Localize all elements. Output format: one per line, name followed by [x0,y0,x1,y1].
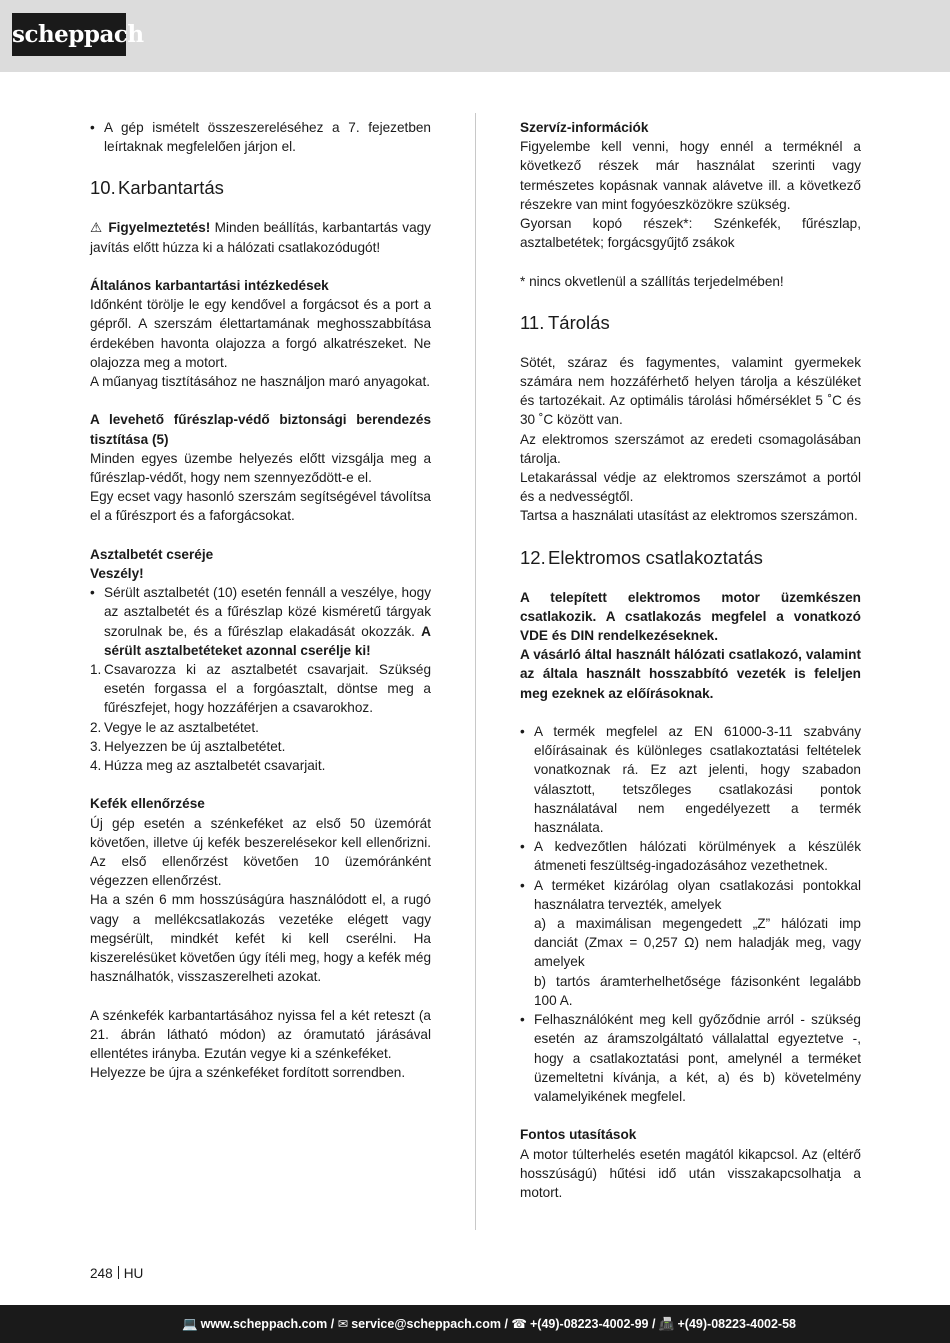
list-item: • Felhasználóként meg kell győződnie arról - szükség esetén az áramszolgáltató vállalattal egyeztetve -, hogy a csatlakoztatási pont, amelynél a terméket üzemeltetni kívánja, a két, a) és b) követelmény valamelyikének megfelel. [520,1012,861,1104]
paragraph: Időnként törölje le egy kendővel a forgácsot és a port a gépről. A szerszám élettartamának meghosszabbítása érdekében havonta olajozza a forgó alkatrészeket. Ne olajozza meg a motort. [90,297,431,370]
right-column [520,118,861,1202]
step-item: 4. Húzza meg az asztalbetét csavarjait. [90,758,326,774]
fax-icon: 📠 [658,1317,675,1331]
section-heading: 12. Elektromos csatlakoztatás [520,546,763,568]
bold-paragraph: A vásárló által használt hálózati csatlakozó, valamint az általa használt hosszabbító vezeték is feleljen meg ezeknek az előírásoknak. [520,647,861,701]
list-item: • A terméket kizárólag olyan csatlakozási pontokkal használatra tervezték, amelyek [520,877,861,912]
footer-fax: +(49)-08223-4002-58 [677,1317,796,1331]
footer-email: service@scheppach.com / [351,1317,508,1331]
paragraph: A műanyag tisztításához ne használjon maró anyagokat. [90,374,431,390]
column-divider [475,113,476,1230]
left-column [90,118,431,1082]
list-item: • Sérült asztalbetét (10) esetén fennáll a veszélye, hogy az asztalbetét és a fűrészlap közé kisméretű tárgyak szorulnak be, és a fűrészlap elakadását okozzák. A sérült asztalbetéteket azonnal cserélje ki! [90,585,431,658]
paragraph: A szénkefék karbantartásához nyissa fel a két reteszt (a 21. ábrán látható módon) az óramutató járásával ellentétes irányba. Ezután vegye ki a szénkeféket. [90,1007,431,1062]
subheading: Általános karbantartási intézkedések [90,278,329,293]
header-bar [0,0,950,72]
step-item: 2. Vegye le az asztalbetétet. [90,719,259,735]
phone-icon: ☎ [511,1317,527,1331]
list-item: • A termék megfelel az EN 61000-3-11 szabvány előírásainak és különleges csatlakoztatási feltételek vonatkoznak rá. Ez azt jelenti, hogy szabadon választott, tetszőleges csatlakozási pontok használatával nem engedélyezett a termék használata. [520,724,861,836]
step-item: 3. Helyezzen be új asztalbetétet. [90,738,286,754]
brand-logo: scheppach [12,13,126,56]
footer-bar [0,1305,950,1343]
section-heading: 10. Karbantartás [90,177,224,199]
paragraph: Ha a szén 6 mm hosszúságúra használódott el, a rugó vagy a mellékcsatlakozás vezetéke elégett vagy megsérült, mindkét kefét ki kell cserélni. Ha kiszerelésüket követően úgy ítéli meg, hogy a kefék még használhatók, visszaszerelheti azokat. [90,892,431,985]
paragraph: Tartsa a használati utasítást az elektromos szerszámon. [520,508,858,524]
subheading: A levehető fűrészlap-védő biztonsági berendezés tisztítása (5) [90,412,431,447]
footer-web: www.scheppach.com / [200,1317,335,1331]
warning-paragraph: ⚠ Figyelmeztetés! Minden beállítás, karbantartás vagy javítás előtt húzza ki a hálózati csatlakozódugót! [90,220,431,255]
list-subitem: a) a maximálisan megengedett „Z” hálózati imp danciát (Zmax = 0,257 Ω) nem haladják meg, vagy amelyek [534,916,861,970]
list-item: • A kedvezőtlen hálózati körülmények a készülék átmeneti feszültség-ingadozásához vezethetnek. [520,839,861,874]
list-subitem: b) tartós áramterhelhetősége fázisonként legalább 100 A. [534,973,861,1008]
paragraph: Letakarással védje az elektromos szerszámot a portól és a nedvességtől. [520,470,861,505]
computer-icon: 💻 [182,1317,198,1331]
bold-paragraph: A telepített elektromos motor üzemkészen csatlakozik. A csatlakozás megfelel a vonatkozó VDE és DIN rendelkezéseknek. [520,589,861,644]
paragraph: Helyezze be újra a szénkeféket fordított sorrendben. [90,1065,406,1081]
danger-label: Veszély! [90,566,144,582]
subheading: Kefék ellenőrzése [90,796,205,812]
paragraph: Minden egyes üzembe helyezés előtt vizsgálja meg a fűrészlap-védőt, hogy nem szennyeződött-e el. [90,450,431,486]
mail-icon: ✉ [337,1317,349,1331]
section-heading: 11. Tárolás [520,311,610,333]
subheading: Szervíz-információk [520,120,649,135]
list-item: • A gép ismételt összeszereléséhez a 7. fejezetben leírtaknak megfelelően járjon el. [90,120,431,155]
paragraph: Új gép esetén a szénkeféket az első 50 üzemórát követően, illetve új kefék beszerelésekor kell ellenőrizni. Az első ellenőrzést követően 10 üzemóránként végezzen ellenőrzést. [90,815,431,889]
paragraph: Az elektromos szerszámot az eredeti csomagolásában tárolja. [520,431,861,466]
page-number: 248 HU [90,1266,144,1281]
subheading: Asztalbetét cseréje [90,546,214,562]
paragraph: Sötét, száraz és fagymentes, valamint gyermekek számára nem hozzáférhető helyen tárolja a készüléket és tartozékait. Az optimális tárolási hőmérséklet 5 ˚C és 30 ˚C között van. [520,354,861,428]
paragraph: Egy ecset vagy hasonló szerszám segítségével távolítsa el a fűrészport és a faforgácsokat. [90,489,431,524]
footer-phone: +(49)-08223-4002-99 / [530,1317,656,1331]
subheading: Fontos utasítások [520,1127,637,1143]
paragraph: A motor túlterhelés esetén magától kikapcsol. Az (eltérő hosszúságú) hűtési idő után visszakapcsolhatja a motort. [520,1146,861,1200]
paragraph: Gyorsan kopó részek*: Szénkefék, fűrészlap, asztalbetétek; forgácsgyűjtő zsákok [520,216,861,251]
footnote: * nincs okvetlenül a szállítás terjedelmében! [520,273,784,289]
step-item: 1. Csavarozza ki az asztalbetét csavarjait. Szükség esetén forgassa el a forgóasztalt, döntse meg a fűrészfejet, hogy hozzáférjen a csavarokhoz. [90,662,431,716]
warning-triangle-icon: ⚠ [90,220,103,236]
paragraph: Figyelembe kell venni, hogy ennél a terméknél a következő részek már használat szerinti vagy természetes kopásnak vannak alávetve ill. a következő részekre van mint fogyóeszközökre szükség. [520,139,861,212]
